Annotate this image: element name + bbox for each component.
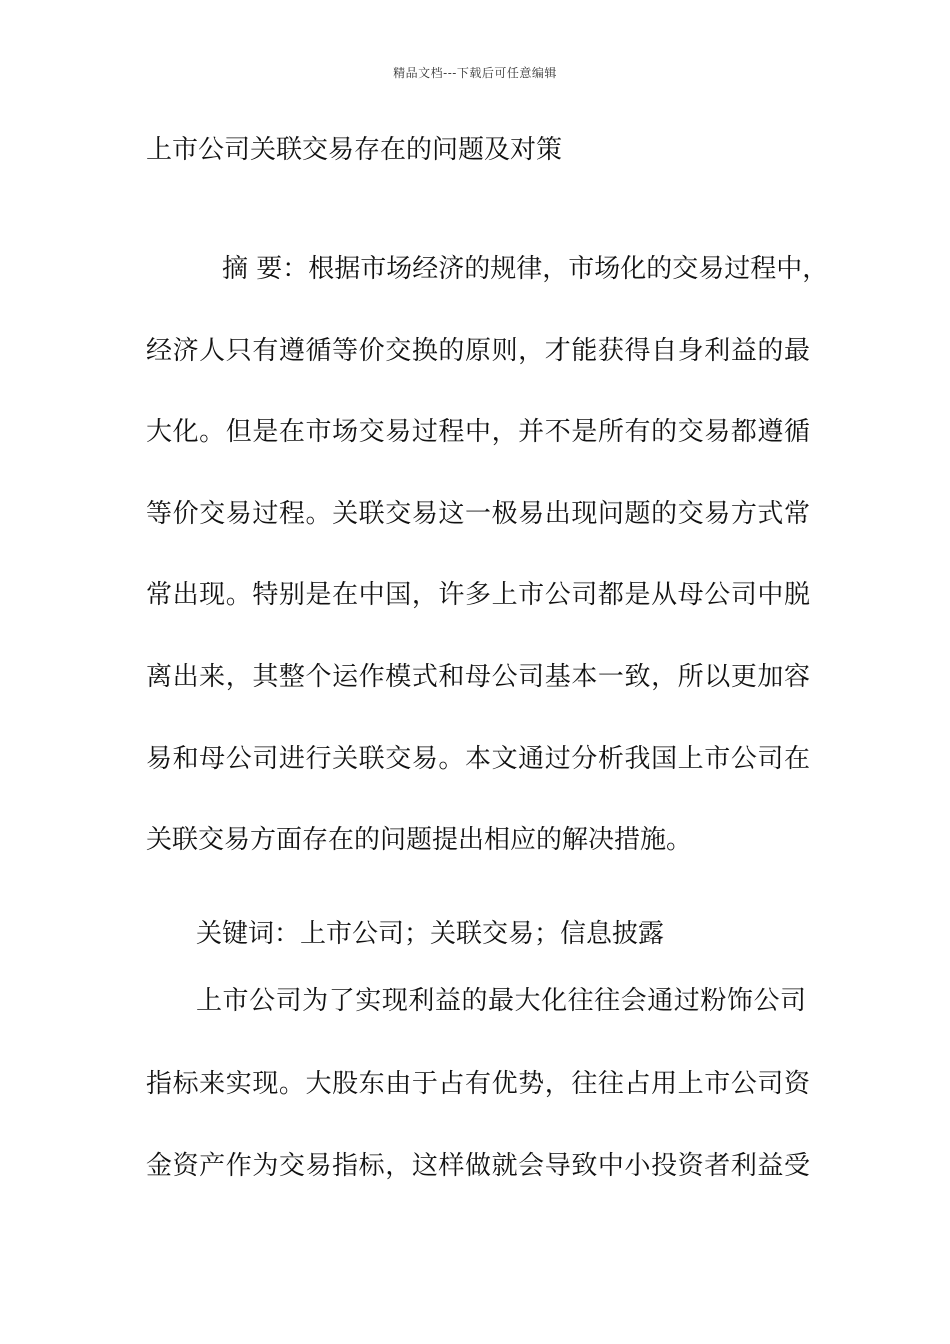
abstract-line: 摘 要：根据市场经济的规律，市场化的交易过程中， bbox=[222, 254, 829, 284]
abstract-line: 常出现。特别是在中国，许多上市公司都是从母公司中脱 bbox=[146, 580, 810, 610]
keywords-line: 关键词：上市公司；关联交易；信息披露 bbox=[196, 919, 665, 949]
abstract-line: 经济人只有遵循等价交换的原则，才能获得自身利益的最 bbox=[146, 336, 810, 366]
document-title: 上市公司关联交易存在的问题及对策 bbox=[146, 135, 563, 165]
body-line: 上市公司为了实现利益的最大化往往会通过粉饰公司 bbox=[196, 986, 806, 1016]
body-line: 金资产作为交易指标，这样做就会导致中小投资者利益受 bbox=[146, 1151, 810, 1181]
header-note: 精品文档---下载后可任意编辑 bbox=[393, 66, 557, 80]
abstract-line: 关联交易方面存在的问题提出相应的解决措施。 bbox=[146, 825, 693, 855]
abstract-line: 离出来，其整个运作模式和母公司基本一致，所以更加容 bbox=[146, 662, 810, 692]
body-line: 指标来实现。大股东由于占有优势，往往占用上市公司资 bbox=[146, 1069, 810, 1099]
abstract-line: 等价交易过程。关联交易这一极易出现问题的交易方式常 bbox=[146, 499, 810, 529]
abstract-line: 易和母公司进行关联交易。本文通过分析我国上市公司在 bbox=[146, 744, 810, 774]
abstract-line: 大化。但是在市场交易过程中，并不是所有的交易都遵循 bbox=[146, 417, 810, 447]
